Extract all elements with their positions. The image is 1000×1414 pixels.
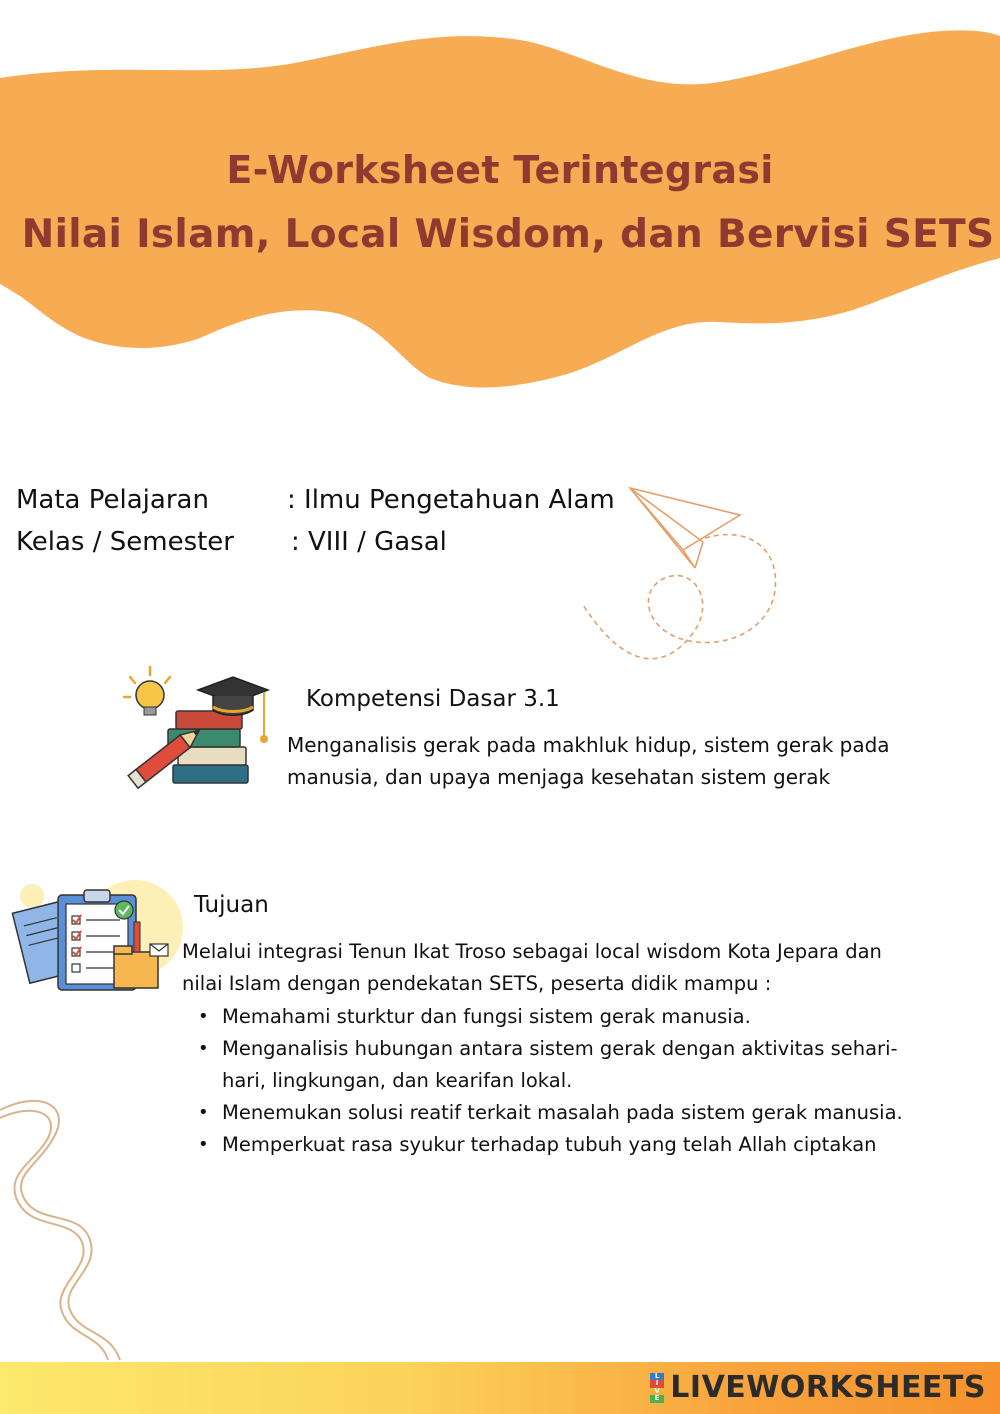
footer-brand-text: LIVEWORKSHEETS [670,1370,986,1405]
list-item: • Menemukan solusi reatif terkait masalah pada sistem gerak manusia. [182,1097,982,1129]
class-label: Kelas / Semester [16,527,234,557]
live-logo-icon: L I V E [650,1373,664,1403]
bullet-icon: • [198,1006,209,1027]
class-value: : VIII / Gasal [291,527,447,557]
subject-label: Mata Pelajaran [16,485,209,515]
page-title-line-2: Nilai Islam, Local Wisdom, dan Bervisi SETS [21,212,995,257]
page-title-line-1: E-Worksheet Terintegrasi [226,148,774,192]
goals-list [182,1001,982,1161]
subject-value: : Ilmu Pengetahuan Alam [287,485,615,515]
tujuan-intro-line-1: Melalui integrasi Tenun Ikat Troso sebagai local wisdom Kota Jepara dan [182,940,882,963]
liveworksheets-logo[interactable] [650,1370,986,1405]
list-item: • Memahami sturktur dan fungsi sistem gerak manusia. [182,1001,982,1033]
clipboard-checklist-icon [10,870,185,1005]
tujuan-intro-line-2: nilai Islam dengan pendekatan SETS, peserta didik mampu : [182,972,772,995]
header-blob [0,0,1000,400]
books-graduation-icon [118,655,278,810]
kompetensi-line-2: manusia, dan upaya menjaga kesehatan sistem gerak [287,765,831,789]
bullet-icon: • [198,1134,209,1155]
list-item: • Menganalisis hubungan antara sistem gerak dengan aktivitas sehari- hari, lingkungan, dan kearifan lokal. [182,1033,982,1097]
tujuan-heading: Tujuan [194,892,269,918]
bullet-icon: • [198,1102,209,1123]
list-item: • Memperkuat rasa syukur terhadap tubuh yang telah Allah ciptakan [182,1129,982,1161]
squiggle-decoration [0,1090,130,1365]
kompetensi-line-1: Menganalisis gerak pada makhluk hidup, sistem gerak pada [287,733,890,757]
bullet-icon: • [198,1038,209,1059]
kompetensi-heading: Kompetensi Dasar 3.1 [306,686,560,712]
